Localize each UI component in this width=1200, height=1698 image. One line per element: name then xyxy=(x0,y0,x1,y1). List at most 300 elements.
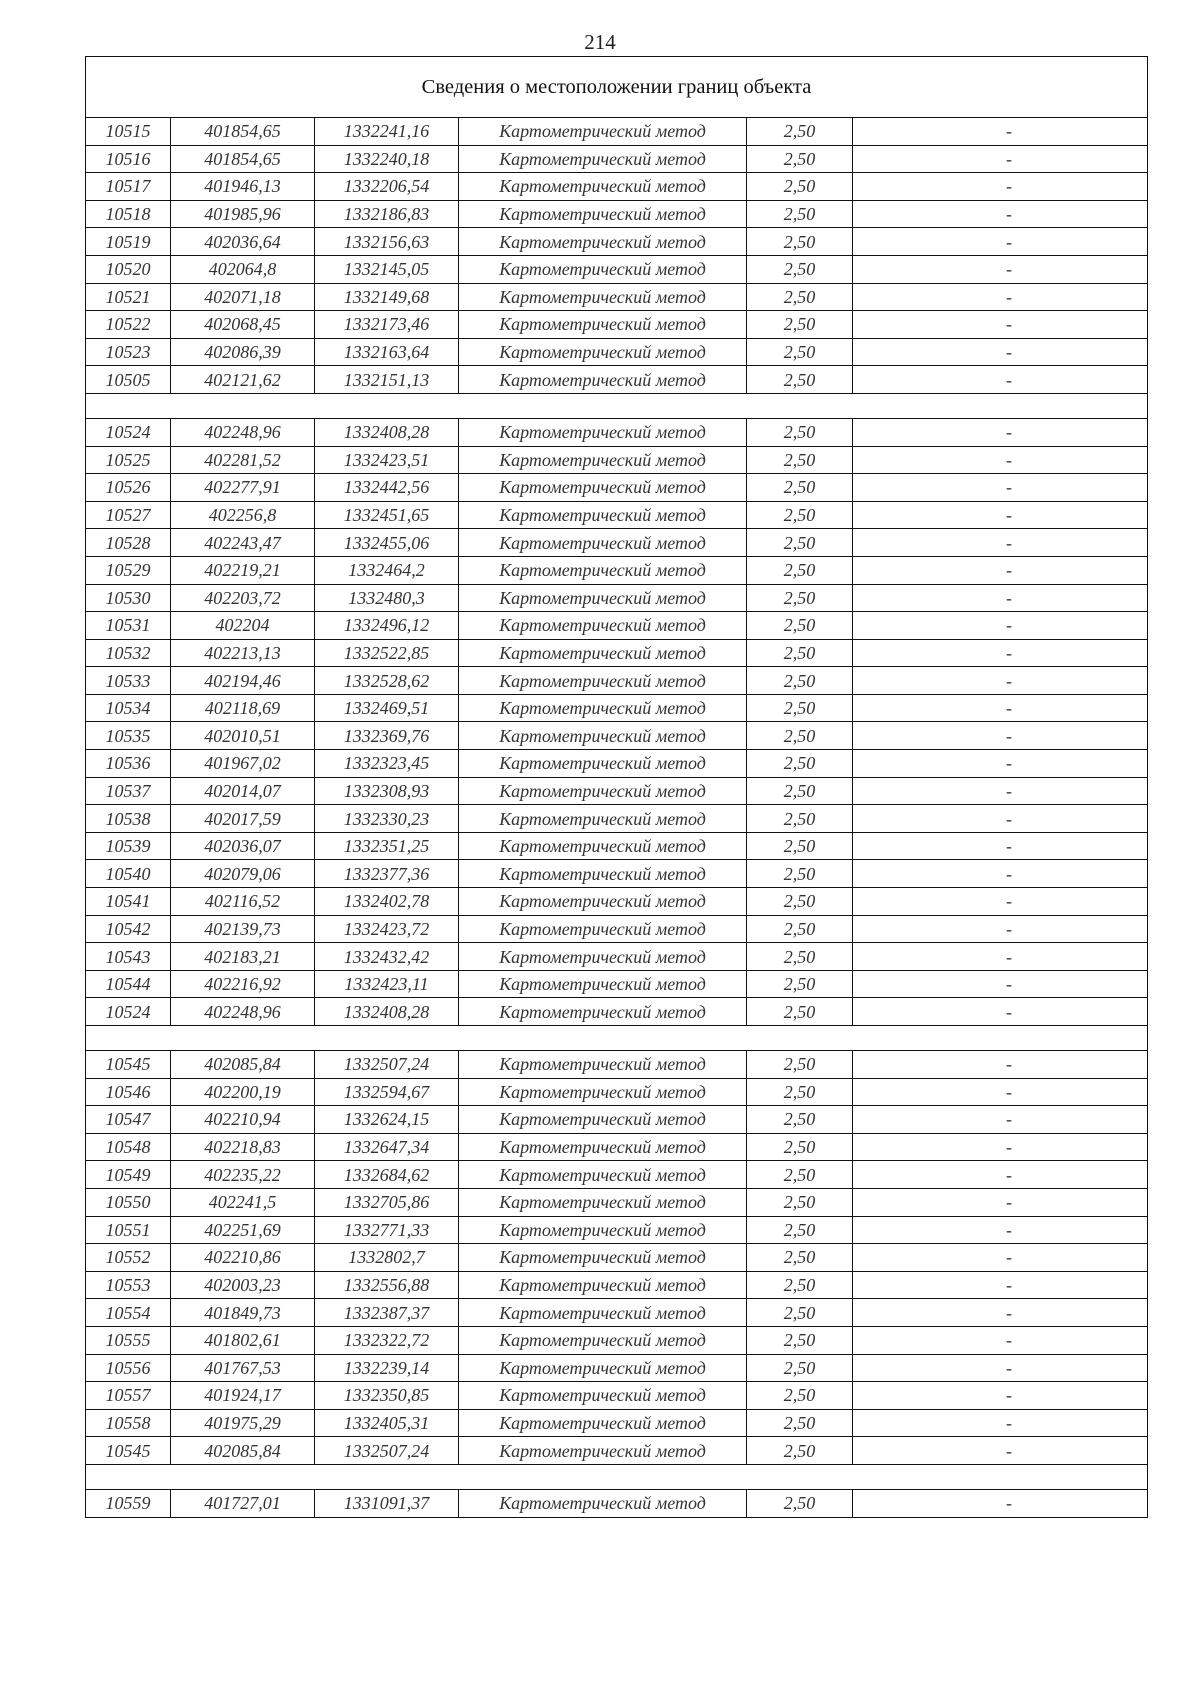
accuracy-cell: 2,50 xyxy=(747,283,853,311)
y-coordinate-cell: 1332351,25 xyxy=(315,832,459,860)
point-number-cell: 10546 xyxy=(86,1078,171,1106)
point-number-cell: 10533 xyxy=(86,667,171,695)
accuracy-cell: 2,50 xyxy=(747,639,853,667)
x-coordinate-cell: 402210,86 xyxy=(171,1244,315,1272)
y-coordinate-cell: 1332330,23 xyxy=(315,805,459,833)
table-row xyxy=(86,998,1148,1026)
accuracy-cell: 2,50 xyxy=(747,366,853,394)
point-number-cell: 10539 xyxy=(86,832,171,860)
table-row xyxy=(86,860,1148,888)
table-row xyxy=(86,145,1148,173)
y-coordinate-cell: 1332173,46 xyxy=(315,311,459,339)
y-coordinate-cell: 1332402,78 xyxy=(315,888,459,916)
description-cell: - xyxy=(853,1078,1148,1106)
accuracy-cell: 2,50 xyxy=(747,338,853,366)
accuracy-cell: 2,50 xyxy=(747,805,853,833)
method-cell: Картометрический метод xyxy=(459,805,747,833)
accuracy-cell: 2,50 xyxy=(747,667,853,695)
point-number-cell: 10517 xyxy=(86,173,171,201)
point-number-cell: 10547 xyxy=(86,1106,171,1134)
description-cell: - xyxy=(853,1051,1148,1079)
accuracy-cell: 2,50 xyxy=(747,118,853,146)
x-coordinate-cell: 402139,73 xyxy=(171,915,315,943)
x-coordinate-cell: 401985,96 xyxy=(171,200,315,228)
x-coordinate-cell: 402121,62 xyxy=(171,366,315,394)
method-cell: Картометрический метод xyxy=(459,200,747,228)
table-row xyxy=(86,501,1148,529)
point-number-cell: 10535 xyxy=(86,722,171,750)
point-number-cell: 10536 xyxy=(86,750,171,778)
point-number-cell: 10545 xyxy=(86,1051,171,1079)
page-number: 214 xyxy=(584,30,616,54)
table-row xyxy=(86,584,1148,612)
table-row xyxy=(86,556,1148,584)
y-coordinate-cell: 1332480,3 xyxy=(315,584,459,612)
x-coordinate-cell: 402243,47 xyxy=(171,529,315,557)
description-cell: - xyxy=(853,418,1148,446)
y-coordinate-cell: 1332408,28 xyxy=(315,998,459,1026)
y-coordinate-cell: 1332451,65 xyxy=(315,501,459,529)
table-title: Сведения о местоположении границ объекта xyxy=(86,57,1148,118)
table-row xyxy=(86,667,1148,695)
x-coordinate-cell: 402213,13 xyxy=(171,639,315,667)
table-row xyxy=(86,722,1148,750)
x-coordinate-cell: 401854,65 xyxy=(171,145,315,173)
x-coordinate-cell: 402017,59 xyxy=(171,805,315,833)
description-cell: - xyxy=(853,1188,1148,1216)
method-cell: Картометрический метод xyxy=(459,118,747,146)
accuracy-cell: 2,50 xyxy=(747,1133,853,1161)
table-row xyxy=(86,694,1148,722)
x-coordinate-cell: 402003,23 xyxy=(171,1271,315,1299)
x-coordinate-cell: 402277,91 xyxy=(171,474,315,502)
point-number-cell: 10519 xyxy=(86,228,171,256)
x-coordinate-cell: 402079,06 xyxy=(171,860,315,888)
point-number-cell: 10545 xyxy=(86,1437,171,1465)
y-coordinate-cell: 1332624,15 xyxy=(315,1106,459,1134)
y-coordinate-cell: 1332423,51 xyxy=(315,446,459,474)
method-cell: Картометрический метод xyxy=(459,1216,747,1244)
y-coordinate-cell: 1332496,12 xyxy=(315,612,459,640)
description-cell: - xyxy=(853,1216,1148,1244)
method-cell: Картометрический метод xyxy=(459,556,747,584)
accuracy-cell: 2,50 xyxy=(747,1489,853,1517)
table-row xyxy=(86,970,1148,998)
description-cell: - xyxy=(853,1299,1148,1327)
accuracy-cell: 2,50 xyxy=(747,1216,853,1244)
accuracy-cell: 2,50 xyxy=(747,612,853,640)
x-coordinate-cell: 402200,19 xyxy=(171,1078,315,1106)
x-coordinate-cell: 402194,46 xyxy=(171,667,315,695)
x-coordinate-cell: 401967,02 xyxy=(171,750,315,778)
accuracy-cell: 2,50 xyxy=(747,998,853,1026)
x-coordinate-cell: 402036,64 xyxy=(171,228,315,256)
y-coordinate-cell: 1332322,72 xyxy=(315,1326,459,1354)
point-number-cell: 10516 xyxy=(86,145,171,173)
description-cell: - xyxy=(853,667,1148,695)
accuracy-cell: 2,50 xyxy=(747,694,853,722)
contour-separator-cell xyxy=(86,393,1148,418)
table-row xyxy=(86,888,1148,916)
accuracy-cell: 2,50 xyxy=(747,777,853,805)
x-coordinate-cell: 402010,51 xyxy=(171,722,315,750)
y-coordinate-cell: 1332423,11 xyxy=(315,970,459,998)
method-cell: Картометрический метод xyxy=(459,612,747,640)
y-coordinate-cell: 1332528,62 xyxy=(315,667,459,695)
y-coordinate-cell: 1332469,51 xyxy=(315,694,459,722)
point-number-cell: 10537 xyxy=(86,777,171,805)
accuracy-cell: 2,50 xyxy=(747,584,853,612)
x-coordinate-cell: 402251,69 xyxy=(171,1216,315,1244)
table-row xyxy=(86,915,1148,943)
table-row xyxy=(86,832,1148,860)
y-coordinate-cell: 1332705,86 xyxy=(315,1188,459,1216)
method-cell: Картометрический метод xyxy=(459,418,747,446)
point-number-cell: 10532 xyxy=(86,639,171,667)
method-cell: Картометрический метод xyxy=(459,529,747,557)
accuracy-cell: 2,50 xyxy=(747,1188,853,1216)
description-cell: - xyxy=(853,832,1148,860)
description-cell: - xyxy=(853,943,1148,971)
method-cell: Картометрический метод xyxy=(459,667,747,695)
accuracy-cell: 2,50 xyxy=(747,529,853,557)
method-cell: Картометрический метод xyxy=(459,1326,747,1354)
method-cell: Картометрический метод xyxy=(459,1133,747,1161)
table-row xyxy=(86,1326,1148,1354)
description-cell: - xyxy=(853,915,1148,943)
point-number-cell: 10526 xyxy=(86,474,171,502)
point-number-cell: 10525 xyxy=(86,446,171,474)
y-coordinate-cell: 1332647,34 xyxy=(315,1133,459,1161)
description-cell: - xyxy=(853,118,1148,146)
table-row xyxy=(86,418,1148,446)
point-number-cell: 10515 xyxy=(86,118,171,146)
accuracy-cell: 2,50 xyxy=(747,418,853,446)
x-coordinate-cell: 401849,73 xyxy=(171,1299,315,1327)
description-cell: - xyxy=(853,1106,1148,1134)
method-cell: Картометрический метод xyxy=(459,832,747,860)
method-cell: Картометрический метод xyxy=(459,446,747,474)
table-row xyxy=(86,1051,1148,1079)
x-coordinate-cell: 402248,96 xyxy=(171,998,315,1026)
table-row xyxy=(86,1271,1148,1299)
table-row xyxy=(86,805,1148,833)
y-coordinate-cell: 1332594,67 xyxy=(315,1078,459,1106)
table-row xyxy=(86,1133,1148,1161)
y-coordinate-cell: 1332387,37 xyxy=(315,1299,459,1327)
table-row xyxy=(86,1078,1148,1106)
accuracy-cell: 2,50 xyxy=(747,1161,853,1189)
contour-separator-cell xyxy=(86,1464,1148,1489)
description-cell: - xyxy=(853,750,1148,778)
x-coordinate-cell: 402210,94 xyxy=(171,1106,315,1134)
point-number-cell: 10531 xyxy=(86,612,171,640)
x-coordinate-cell: 401854,65 xyxy=(171,118,315,146)
table-row xyxy=(86,311,1148,339)
method-cell: Картометрический метод xyxy=(459,694,747,722)
accuracy-cell: 2,50 xyxy=(747,750,853,778)
description-cell: - xyxy=(853,777,1148,805)
x-coordinate-cell: 401975,29 xyxy=(171,1409,315,1437)
table-row xyxy=(86,1244,1148,1272)
table-row xyxy=(86,366,1148,394)
point-number-cell: 10505 xyxy=(86,366,171,394)
x-coordinate-cell: 402256,8 xyxy=(171,501,315,529)
table-row xyxy=(86,228,1148,256)
y-coordinate-cell: 1332186,83 xyxy=(315,200,459,228)
y-coordinate-cell: 1331091,37 xyxy=(315,1489,459,1517)
accuracy-cell: 2,50 xyxy=(747,474,853,502)
x-coordinate-cell: 402281,52 xyxy=(171,446,315,474)
method-cell: Картометрический метод xyxy=(459,228,747,256)
table-row xyxy=(86,750,1148,778)
method-cell: Картометрический метод xyxy=(459,1489,747,1517)
contour-separator-row xyxy=(86,1026,1148,1051)
point-number-cell: 10550 xyxy=(86,1188,171,1216)
point-number-cell: 10518 xyxy=(86,200,171,228)
table-body xyxy=(86,57,1148,1518)
description-cell: - xyxy=(853,1244,1148,1272)
description-cell: - xyxy=(853,366,1148,394)
y-coordinate-cell: 1332156,63 xyxy=(315,228,459,256)
x-coordinate-cell: 402086,39 xyxy=(171,338,315,366)
accuracy-cell: 2,50 xyxy=(747,200,853,228)
point-number-cell: 10524 xyxy=(86,998,171,1026)
method-cell: Картометрический метод xyxy=(459,584,747,612)
accuracy-cell: 2,50 xyxy=(747,446,853,474)
point-number-cell: 10529 xyxy=(86,556,171,584)
description-cell: - xyxy=(853,970,1148,998)
y-coordinate-cell: 1332507,24 xyxy=(315,1437,459,1465)
y-coordinate-cell: 1332369,76 xyxy=(315,722,459,750)
table-row xyxy=(86,446,1148,474)
description-cell: - xyxy=(853,888,1148,916)
table-row xyxy=(86,173,1148,201)
description-cell: - xyxy=(853,283,1148,311)
y-coordinate-cell: 1332377,36 xyxy=(315,860,459,888)
y-coordinate-cell: 1332240,18 xyxy=(315,145,459,173)
point-number-cell: 10543 xyxy=(86,943,171,971)
description-cell: - xyxy=(853,255,1148,283)
table-row xyxy=(86,283,1148,311)
point-number-cell: 10552 xyxy=(86,1244,171,1272)
y-coordinate-cell: 1332151,13 xyxy=(315,366,459,394)
point-number-cell: 10548 xyxy=(86,1133,171,1161)
point-number-cell: 10540 xyxy=(86,860,171,888)
accuracy-cell: 2,50 xyxy=(747,888,853,916)
y-coordinate-cell: 1332149,68 xyxy=(315,283,459,311)
accuracy-cell: 2,50 xyxy=(747,1244,853,1272)
method-cell: Картометрический метод xyxy=(459,366,747,394)
method-cell: Картометрический метод xyxy=(459,1382,747,1410)
method-cell: Картометрический метод xyxy=(459,1271,747,1299)
description-cell: - xyxy=(853,998,1148,1026)
description-cell: - xyxy=(853,1326,1148,1354)
description-cell: - xyxy=(853,173,1148,201)
x-coordinate-cell: 402235,22 xyxy=(171,1161,315,1189)
point-number-cell: 10534 xyxy=(86,694,171,722)
x-coordinate-cell: 402118,69 xyxy=(171,694,315,722)
x-coordinate-cell: 402219,21 xyxy=(171,556,315,584)
accuracy-cell: 2,50 xyxy=(747,1051,853,1079)
method-cell: Картометрический метод xyxy=(459,145,747,173)
accuracy-cell: 2,50 xyxy=(747,943,853,971)
description-cell: - xyxy=(853,1133,1148,1161)
method-cell: Картометрический метод xyxy=(459,915,747,943)
method-cell: Картометрический метод xyxy=(459,1354,747,1382)
point-number-cell: 10521 xyxy=(86,283,171,311)
point-number-cell: 10544 xyxy=(86,970,171,998)
y-coordinate-cell: 1332802,7 xyxy=(315,1244,459,1272)
accuracy-cell: 2,50 xyxy=(747,1409,853,1437)
method-cell: Картометрический метод xyxy=(459,722,747,750)
description-cell: - xyxy=(853,639,1148,667)
table-title-row xyxy=(86,57,1148,118)
table-row xyxy=(86,1299,1148,1327)
accuracy-cell: 2,50 xyxy=(747,970,853,998)
point-number-cell: 10549 xyxy=(86,1161,171,1189)
description-cell: - xyxy=(853,722,1148,750)
accuracy-cell: 2,50 xyxy=(747,311,853,339)
method-cell: Картометрический метод xyxy=(459,970,747,998)
method-cell: Картометрический метод xyxy=(459,998,747,1026)
x-coordinate-cell: 402064,8 xyxy=(171,255,315,283)
description-cell: - xyxy=(853,529,1148,557)
table-row xyxy=(86,1161,1148,1189)
table-row xyxy=(86,200,1148,228)
y-coordinate-cell: 1332163,64 xyxy=(315,338,459,366)
y-coordinate-cell: 1332684,62 xyxy=(315,1161,459,1189)
x-coordinate-cell: 402216,92 xyxy=(171,970,315,998)
description-cell: - xyxy=(853,1354,1148,1382)
description-cell: - xyxy=(853,228,1148,256)
point-number-cell: 10553 xyxy=(86,1271,171,1299)
table-row xyxy=(86,1489,1148,1517)
x-coordinate-cell: 402204 xyxy=(171,612,315,640)
description-cell: - xyxy=(853,446,1148,474)
description-cell: - xyxy=(853,474,1148,502)
table-row xyxy=(86,1409,1148,1437)
y-coordinate-cell: 1332771,33 xyxy=(315,1216,459,1244)
description-cell: - xyxy=(853,556,1148,584)
description-cell: - xyxy=(853,1409,1148,1437)
point-number-cell: 10528 xyxy=(86,529,171,557)
y-coordinate-cell: 1332423,72 xyxy=(315,915,459,943)
method-cell: Картометрический метод xyxy=(459,888,747,916)
accuracy-cell: 2,50 xyxy=(747,1382,853,1410)
accuracy-cell: 2,50 xyxy=(747,915,853,943)
method-cell: Картометрический метод xyxy=(459,1161,747,1189)
y-coordinate-cell: 1332442,56 xyxy=(315,474,459,502)
y-coordinate-cell: 1332455,06 xyxy=(315,529,459,557)
method-cell: Картометрический метод xyxy=(459,1051,747,1079)
method-cell: Картометрический метод xyxy=(459,1244,747,1272)
accuracy-cell: 2,50 xyxy=(747,860,853,888)
accuracy-cell: 2,50 xyxy=(747,1437,853,1465)
method-cell: Картометрический метод xyxy=(459,1188,747,1216)
y-coordinate-cell: 1332239,14 xyxy=(315,1354,459,1382)
method-cell: Картометрический метод xyxy=(459,1106,747,1134)
description-cell: - xyxy=(853,200,1148,228)
point-number-cell: 10522 xyxy=(86,311,171,339)
y-coordinate-cell: 1332308,93 xyxy=(315,777,459,805)
table-row xyxy=(86,474,1148,502)
x-coordinate-cell: 401767,53 xyxy=(171,1354,315,1382)
method-cell: Картометрический метод xyxy=(459,777,747,805)
contour-separator-cell xyxy=(86,1026,1148,1051)
method-cell: Картометрический метод xyxy=(459,639,747,667)
y-coordinate-cell: 1332350,85 xyxy=(315,1382,459,1410)
x-coordinate-cell: 401727,01 xyxy=(171,1489,315,1517)
method-cell: Картометрический метод xyxy=(459,1299,747,1327)
y-coordinate-cell: 1332464,2 xyxy=(315,556,459,584)
x-coordinate-cell: 402183,21 xyxy=(171,943,315,971)
accuracy-cell: 2,50 xyxy=(747,1271,853,1299)
x-coordinate-cell: 402068,45 xyxy=(171,311,315,339)
table-row xyxy=(86,777,1148,805)
method-cell: Картометрический метод xyxy=(459,1409,747,1437)
method-cell: Картометрический метод xyxy=(459,860,747,888)
accuracy-cell: 2,50 xyxy=(747,1299,853,1327)
x-coordinate-cell: 402014,07 xyxy=(171,777,315,805)
y-coordinate-cell: 1332323,45 xyxy=(315,750,459,778)
table-row xyxy=(86,1437,1148,1465)
y-coordinate-cell: 1332432,42 xyxy=(315,943,459,971)
x-coordinate-cell: 402085,84 xyxy=(171,1437,315,1465)
point-number-cell: 10551 xyxy=(86,1216,171,1244)
y-coordinate-cell: 1332556,88 xyxy=(315,1271,459,1299)
accuracy-cell: 2,50 xyxy=(747,722,853,750)
y-coordinate-cell: 1332507,24 xyxy=(315,1051,459,1079)
method-cell: Картометрический метод xyxy=(459,1437,747,1465)
accuracy-cell: 2,50 xyxy=(747,173,853,201)
method-cell: Картометрический метод xyxy=(459,283,747,311)
point-number-cell: 10555 xyxy=(86,1326,171,1354)
accuracy-cell: 2,50 xyxy=(747,145,853,173)
accuracy-cell: 2,50 xyxy=(747,255,853,283)
method-cell: Картометрический метод xyxy=(459,255,747,283)
table-row xyxy=(86,612,1148,640)
accuracy-cell: 2,50 xyxy=(747,1354,853,1382)
x-coordinate-cell: 402116,52 xyxy=(171,888,315,916)
x-coordinate-cell: 401946,13 xyxy=(171,173,315,201)
description-cell: - xyxy=(853,1382,1148,1410)
point-number-cell: 10530 xyxy=(86,584,171,612)
contour-separator-row xyxy=(86,1464,1148,1489)
contour-separator-row xyxy=(86,393,1148,418)
point-number-cell: 10542 xyxy=(86,915,171,943)
description-cell: - xyxy=(853,860,1148,888)
accuracy-cell: 2,50 xyxy=(747,556,853,584)
method-cell: Картометрический метод xyxy=(459,750,747,778)
x-coordinate-cell: 401924,17 xyxy=(171,1382,315,1410)
accuracy-cell: 2,50 xyxy=(747,832,853,860)
x-coordinate-cell: 402248,96 xyxy=(171,418,315,446)
point-number-cell: 10538 xyxy=(86,805,171,833)
y-coordinate-cell: 1332145,05 xyxy=(315,255,459,283)
description-cell: - xyxy=(853,584,1148,612)
description-cell: - xyxy=(853,501,1148,529)
method-cell: Картометрический метод xyxy=(459,173,747,201)
accuracy-cell: 2,50 xyxy=(747,1078,853,1106)
y-coordinate-cell: 1332405,31 xyxy=(315,1409,459,1437)
description-cell: - xyxy=(853,145,1148,173)
x-coordinate-cell: 402036,07 xyxy=(171,832,315,860)
boundary-coordinates-table xyxy=(85,56,1148,1518)
description-cell: - xyxy=(853,805,1148,833)
point-number-cell: 10541 xyxy=(86,888,171,916)
table-row xyxy=(86,338,1148,366)
